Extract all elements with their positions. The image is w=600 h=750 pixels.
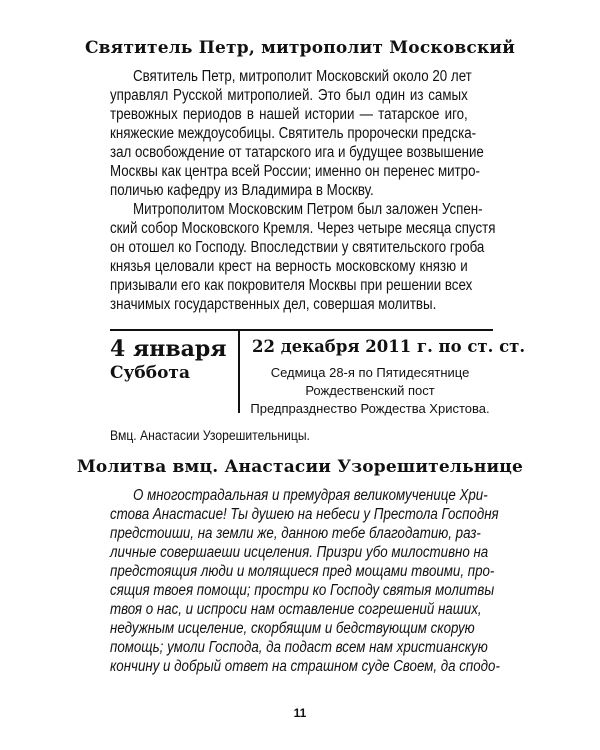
section-title: Святитель Петр, митрополит Московский <box>84 38 516 58</box>
text-line: поличью кафедру из Владимира в Москву. <box>110 182 374 199</box>
text-line: ский собор Московского Кремля. Через четыре месяца спустя <box>110 220 496 237</box>
prayer-line: стова Анастасие! Ты душею на небеси у Престола Господня <box>110 506 499 523</box>
text-line: Святитель Петр, митрополит Московский около 20 лет <box>133 68 472 85</box>
text-line: призывали его как покровителя Москвы при решении всех <box>110 277 473 294</box>
divider <box>110 329 493 331</box>
prayer-line: личные совершаеши исцеления. Призри убо милостивно на <box>110 544 489 561</box>
prayer-line: недужным исцеление, скорбящим и бедствующим скорую <box>110 620 475 637</box>
text-line: значимых государственных дел, совершая молитвы. <box>110 296 437 313</box>
prayer-line: кончину и добрый ответ на страшном суде Своем, да сподо- <box>110 658 500 675</box>
prayer-line: О многострадальная и премудрая великомученице Хри- <box>133 487 488 504</box>
prayer-line: предстоиши, на земли же, данною тебе благодатию, раз- <box>110 525 481 542</box>
week-info: Седмица 28-я по Пятидесятнице <box>270 365 470 380</box>
page-number: 11 <box>293 706 307 720</box>
fast-info: Рождественский пост <box>305 383 435 398</box>
text-line: Москвы как центра всей России; именно он перенес митро- <box>110 163 480 180</box>
prayer-title: Молитва вмц. Анастасии Узорешительнице <box>76 457 524 477</box>
feast-info: Предпразднество Рождества Христова. <box>250 401 490 416</box>
prayer-line: сящия твоея помощи; простри ко Господу святыя молитвы <box>110 582 495 599</box>
saint-of-day: Вмц. Анастасии Узорешительницы. <box>110 428 310 443</box>
text-line: зал освобождение от татарского ига и будущее возвышение <box>110 144 484 161</box>
text-line: тревожных периодов в нашей истории — татарское иго, <box>110 106 468 123</box>
prayer-line: помощь; умоли Господа, да подаст всем нам христианскую <box>110 639 488 656</box>
text-line: князья целовали крест на верность московскому князю и <box>110 258 468 275</box>
prayer-line: твоя о нас, и испроси нам оставление согрешений наших, <box>110 601 482 618</box>
text-line: Митрополитом Московским Петром был заложен Успен- <box>133 201 483 218</box>
text-line: управлял Русской митрополией. Это был один из самых <box>110 87 468 104</box>
calendar-weekday: Суббота <box>110 363 190 383</box>
calendar-date: 4 января <box>110 336 227 362</box>
prayer-line: предстоящия люди и молящиеся пред мощами твоими, про- <box>110 563 495 580</box>
old-style-date: 22 декабря 2011 г. по ст. ст. <box>252 337 526 356</box>
text-line: княжеские междоусобицы. Святитель пророчески предска- <box>110 125 477 142</box>
text-line: он отошел ко Господу. Впоследствии у святительского гроба <box>110 239 485 256</box>
